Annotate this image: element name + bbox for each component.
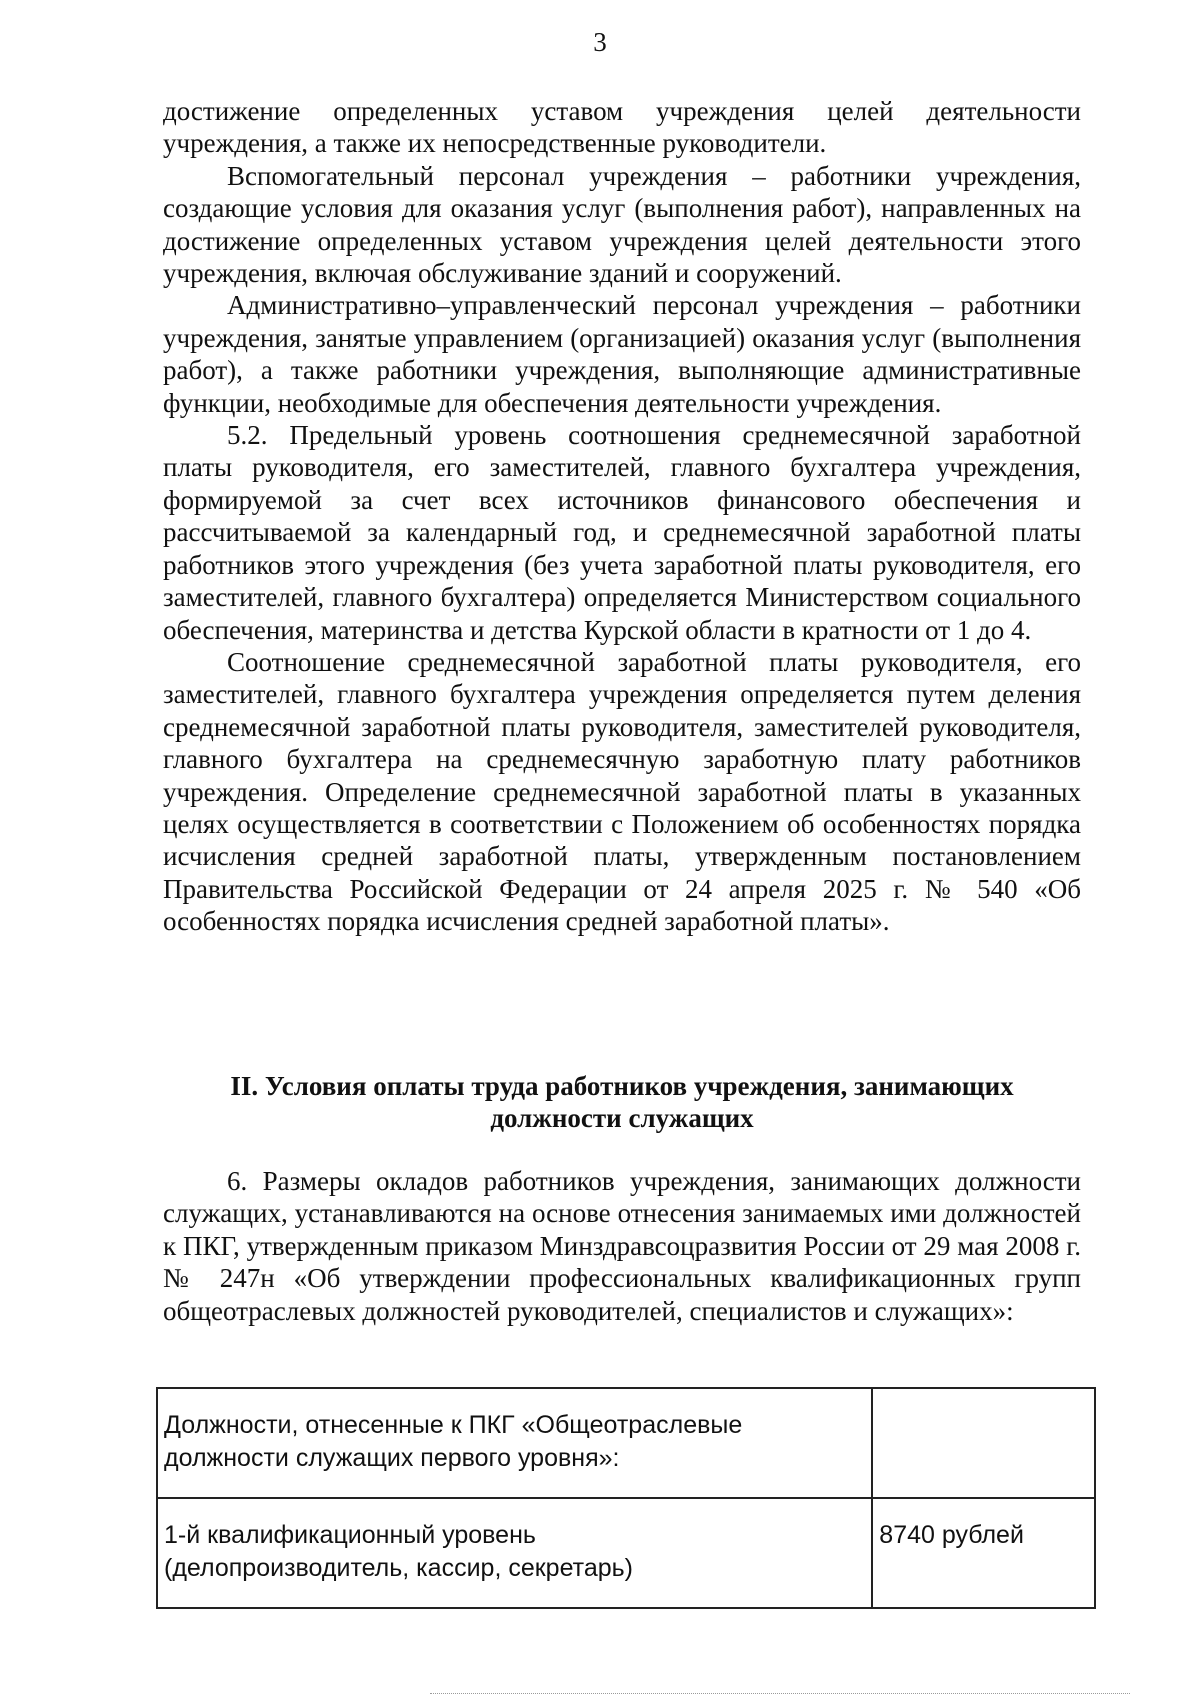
section-text: [163, 1165, 1081, 1327]
salary-cell: [872, 1388, 1095, 1498]
salary-table: [156, 1387, 1096, 1609]
paragraph-clause-6: 6. Размеры окладов работников учреждения, занимающих должности служащих, устанавливаются на основе отнесения занимаемых ими должностей к ПКГ, утвержденным приказом Минздравсоцразвития России от 29 мая 2008 г. № 247н «Об утверждении профессиональных квалификационных групп общеотраслевых должностей руководителей, специалистов и служащих»:: [163, 1166, 1081, 1326]
paragraph-support-staff: Вспомогательный персонал учреждения – работники учреждения, создающие условия для оказания услуг (выполнения работ), направленных на достижение определенных уставом учреждения целей деятельности этого учреждения, включая обслуживание зданий и сооружений.: [163, 160, 1081, 289]
position-line: Должности, отнесенные к ПКГ «Общеотраслевые: [164, 1411, 743, 1439]
paragraph-salary-ratio: Соотношение среднемесячной заработной платы руководителя, его заместителей, главного бухгалтера учреждения определяется путем деления среднемесячной заработной платы руководителя, заместителей руководителя, главного бухгалтера на среднемесячную заработную плату работников учреждения. Определение среднемесячной заработной платы в указанных целях осуществляется в соответствии с Положением об особенностях порядка исчисления средней заработной платы, утвержденным постановлением Правительства Российской Федерации от 24 апреля 2025 г. № 540 «Об особенностях порядка исчисления средней заработной платы».: [163, 646, 1081, 937]
paragraph-admin-staff: Административно–управленческий персонал учреждения – работники учреждения, занятые управлением (организацией) оказания услуг (выполнения работ), а также работники учреждения, выполняющие административные функции, необходимые для обеспечения деятельности учреждения.: [163, 290, 1081, 418]
body-text: [163, 95, 1081, 938]
salary-cell: 8740 рублей: [872, 1498, 1095, 1608]
position-cell: [157, 1498, 872, 1608]
paragraph-clause-5-2: 5.2. Предельный уровень соотношения среднемесячной заработной платы руководителя, его заместителей, главного бухгалтера учреждения, формируемой за счет всех источников финансового обеспечения и рассчитываемой за календарный год, и среднемесячной заработной платы работников этого учреждения (без учета заработной платы руководителя, его заместителей, главного бухгалтера) определяется Министерством социального обеспечения, материнства и детства Курской области в кратности от 1 до 4.: [163, 420, 1081, 645]
paragraph-continuation: достижение определенных уставом учреждения целей деятельности учреждения, а также их непосредственные руководители.: [163, 96, 1081, 159]
position-line: 1-й квалификационный уровень: [164, 1521, 536, 1549]
position-line: должности служащих первого уровня»:: [164, 1444, 620, 1472]
table-row: [157, 1388, 1095, 1498]
bottom-divider: [430, 1693, 1130, 1694]
table-row: [157, 1498, 1095, 1608]
position-cell: [157, 1388, 872, 1498]
position-line: (делопроизводитель, кассир, секретарь): [164, 1554, 633, 1582]
page-number: 3: [593, 27, 607, 57]
section-heading-line-1: II. Условия оплаты труда работников учреждения, занимающих: [230, 1071, 1014, 1101]
section-heading: [163, 1070, 1081, 1134]
section-heading-line-2: должности служащих: [490, 1103, 754, 1133]
